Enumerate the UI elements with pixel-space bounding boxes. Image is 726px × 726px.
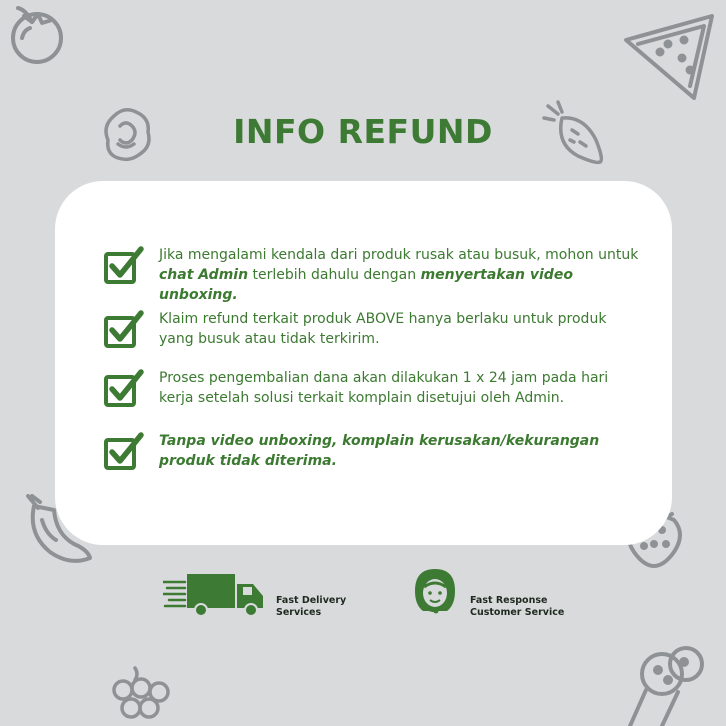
checkbox-checked-icon: [103, 245, 145, 291]
feature-label-line: Customer Service: [470, 607, 565, 618]
text-segment: Proses pengembalian dana akan dilakukan 1 x 24 jam pada hari: [159, 370, 609, 386]
checkbox-checked-icon: [103, 368, 145, 414]
text-segment: menyertakan video unboxing.: [159, 267, 573, 303]
text-line: [159, 368, 649, 388]
text-segment: produk tidak diterima.: [159, 453, 337, 469]
text-line: [159, 329, 649, 349]
feature-label-line: Fast Response: [470, 595, 548, 606]
feature-label-line: Services: [276, 607, 322, 618]
tomato-icon: [2, 2, 68, 68]
watermelon-slice-icon: [620, 10, 720, 102]
refund-rule-text: [159, 431, 649, 471]
text-line: [159, 431, 649, 451]
delivery-truck-icon: [163, 572, 267, 618]
refund-rule-text: [159, 368, 649, 408]
checkbox-checked-icon: [103, 309, 145, 355]
text-line: [159, 451, 649, 471]
feature-label: [276, 595, 346, 619]
text-segment: kerja setelah solusi terkait komplain disetujui oleh Admin.: [159, 390, 565, 406]
grapes-icon: [105, 664, 175, 726]
ice-cream-icon: [622, 640, 718, 726]
feature-label-line: Fast Delivery: [276, 595, 347, 606]
customer-service-headset-icon: [412, 567, 458, 617]
text-segment: chat Admin: [159, 267, 249, 283]
text-segment: Jika mengalami kendala dari produk rusak atau busuk, mohon untuk: [159, 247, 639, 263]
text-segment: Tanpa video unboxing, komplain kerusakan/kekurangan: [159, 433, 600, 449]
text-line: [159, 245, 649, 265]
page-title: INFO REFUND: [233, 112, 493, 151]
text-segment: terlebih dahulu dengan: [248, 267, 421, 283]
checkbox-checked-icon: [103, 431, 145, 477]
refund-rule-text: [159, 309, 649, 349]
refund-rule-text: [159, 245, 649, 305]
text-line: [159, 265, 649, 305]
text-line: [159, 388, 649, 408]
text-line: [159, 309, 649, 329]
refund-info-card: [55, 181, 672, 545]
feature-label: [470, 595, 564, 619]
text-segment: yang busuk atau tidak terkirim.: [159, 331, 380, 347]
text-segment: Klaim refund terkait produk ABOVE hanya berlaku untuk produk: [159, 311, 607, 327]
